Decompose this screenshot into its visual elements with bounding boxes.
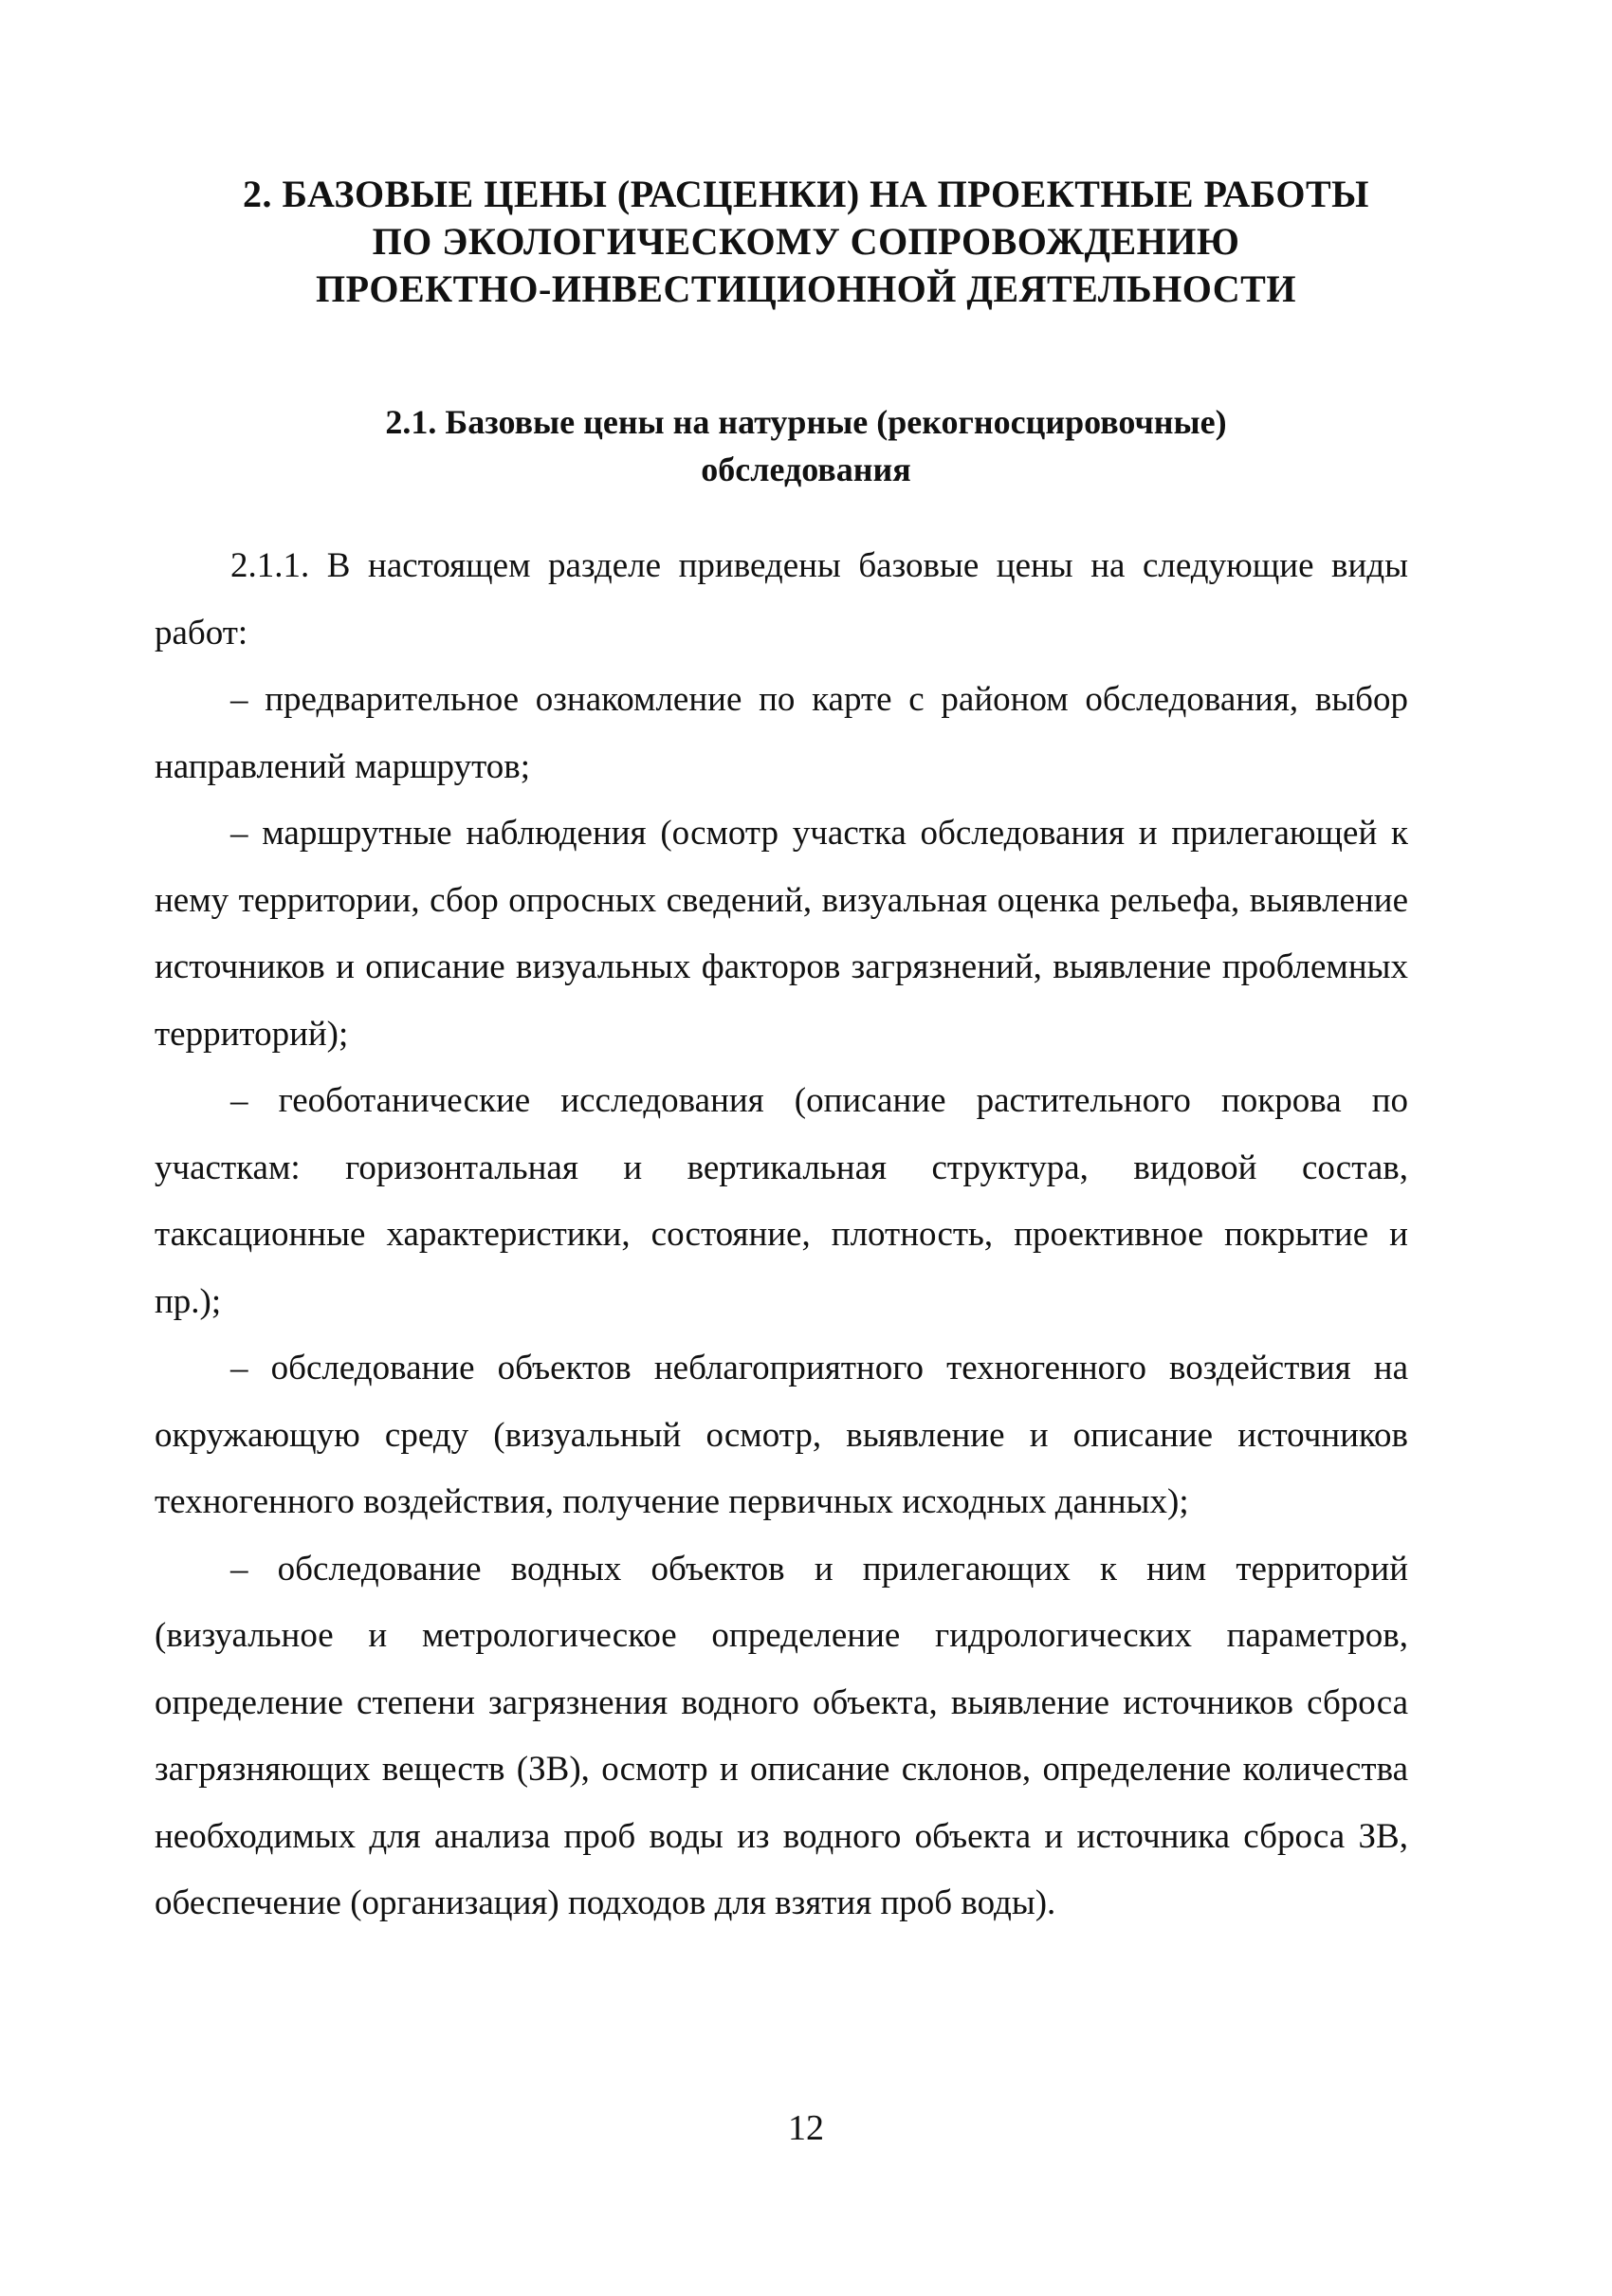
section-title-line-3: ПРОЕКТНО-ИНВЕСТИЦИОННОЙ ДЕЯТЕЛЬНОСТИ (316, 267, 1296, 310)
list-item: – обследование объектов неблагоприятного техногенного воздействия на окружающую среду (визуальный осмотр, выявление и описание источников техногенного воздействия, получение первичных исходных данных); (155, 1349, 1408, 1521)
paragraph-intro: 2.1.1. В настоящем разделе приведены базовые цены на следующие виды работ: (155, 546, 1408, 652)
subsection-title (0, 398, 1612, 493)
section-title-line-1: 2. БАЗОВЫЕ ЦЕНЫ (РАСЦЕНКИ) НА ПРОЕКТНЫЕ РАБОТЫ (243, 173, 1369, 215)
body-text (155, 533, 1408, 1938)
page-number: 12 (788, 2108, 824, 2148)
list-item: – геоботанические исследования (описание растительного покрова по участкам: горизонтальная и вертикальная структура, видовой состав, таксационные характеристики, состояние, плотность, проективное покрытие и пр.); (155, 1081, 1408, 1321)
section-title (0, 171, 1612, 313)
list-item: – маршрутные наблюдения (осмотр участка обследования и прилегающей к нему территории, сбор опросных сведений, визуальная оценка рельефа, выявление источников и описание визуальных факторов загрязнений, выявление проблемных территорий); (155, 814, 1408, 1054)
list-item: – обследование водных объектов и прилегающих к ним территорий (визуальное и метрологическое определение гидрологических параметров, определение степени загрязнения водного объекта, выявление источников сброса загрязняющих веществ (ЗВ), осмотр и описание склонов, определение количества необходимых для анализа проб воды из водного объекта и источника сброса ЗВ, обеспечение (организация) подходов для взятия проб воды). (155, 1549, 1408, 1922)
subsection-title-line-1: 2.1. Базовые цены на натурные (рекогносцировочные) (385, 403, 1227, 441)
subsection-title-line-2: обследования (701, 450, 911, 488)
section-title-line-2: ПО ЭКОЛОГИЧЕСКОМУ СОПРОВОЖДЕНИЮ (372, 220, 1240, 263)
list-item: – предварительное ознакомление по карте с районом обследования, выбор направлений маршрутов; (155, 680, 1408, 786)
